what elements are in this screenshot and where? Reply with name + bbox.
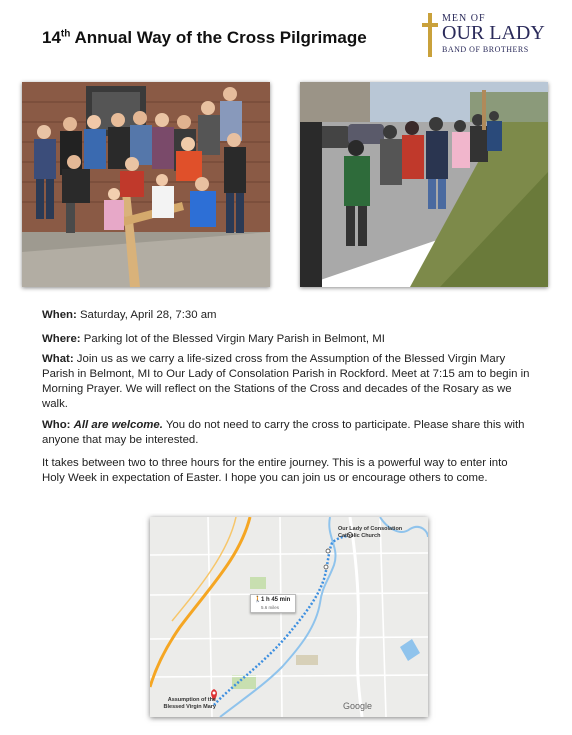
who-paragraph bbox=[42, 418, 530, 448]
map-canvas bbox=[150, 517, 428, 717]
walking-photo bbox=[300, 82, 548, 287]
who-text: You do not need to carry the cross to participate. Please share this with anyone that may be interested. bbox=[42, 419, 525, 446]
where-paragraph bbox=[42, 332, 530, 347]
who-emphasis: All are welcome. bbox=[73, 419, 163, 431]
what-text: Join us as we carry a life-sized cross from the Assumption of the Blessed Virgin Mary Parish in Belmont, MI to Our Lady of Consolation Parish in Rockford. Meet at 7:15 am to begin in Morning Prayer. We will reflect on the Stations of the Cross and decades of the Rosary as we walk. bbox=[42, 353, 530, 410]
route-map bbox=[150, 517, 428, 717]
route-duration: 1 h 45 min bbox=[261, 597, 291, 603]
when-text: Saturday, April 28, 7:30 am bbox=[76, 309, 217, 321]
logo-line-our-lady: OUR LADY bbox=[442, 22, 545, 44]
cross-icon bbox=[420, 12, 440, 58]
group-photo bbox=[22, 82, 270, 287]
men-of-our-lady-logo bbox=[420, 12, 545, 58]
page-title: 14th Annual Way of the Cross Pilgrimage bbox=[42, 28, 367, 47]
when-label: When: bbox=[42, 309, 77, 321]
when-paragraph bbox=[42, 308, 530, 323]
where-text: Parking lot of the Blessed Virgin Mary Parish in Belmont, MI bbox=[80, 333, 385, 345]
route-duration-box bbox=[250, 594, 296, 613]
what-label: What: bbox=[42, 353, 74, 365]
where-label: Where: bbox=[42, 333, 81, 345]
route-distance: 5.6 miles bbox=[261, 605, 280, 610]
origin-label: Assumption of the Blessed Virgin Mary bbox=[163, 697, 216, 710]
logo-line-men-of: MEN OF bbox=[442, 13, 486, 24]
logo-line-band-of-brothers: BAND OF BROTHERS bbox=[442, 45, 529, 54]
destination-label: Our Lady of Consolation Catholic Church bbox=[338, 526, 403, 539]
what-paragraph bbox=[42, 352, 530, 412]
who-label: Who: bbox=[42, 419, 71, 431]
walking-icon: 🚶 bbox=[254, 597, 262, 603]
google-logo: Google bbox=[343, 701, 373, 711]
journey-paragraph: It takes between two to three hours for the entire journey. This is a powerful way to enter into Holy Week in expectation of Easter. I hope you can join us or encourage others to come. bbox=[42, 457, 508, 484]
